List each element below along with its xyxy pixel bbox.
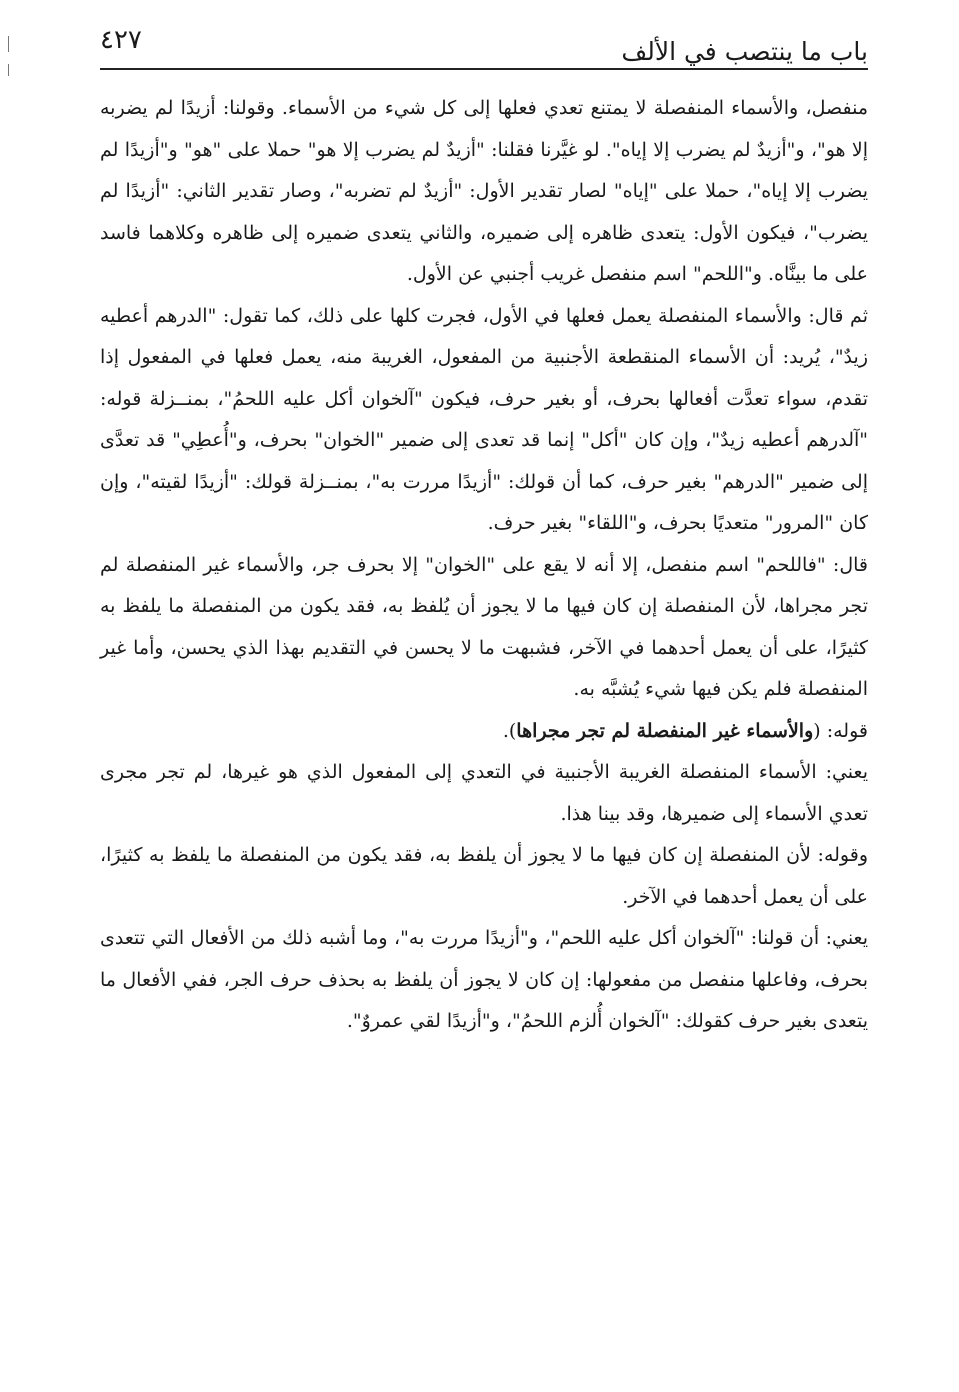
page-number: ٤٢٧: [100, 25, 142, 55]
running-head: باب ما ينتصب في الألف: [621, 37, 868, 66]
paragraph-6: يعني: أن قولنا: "آلخوان أكل عليه اللحم"، و"أزيدًا مررت به"، وما أشبه ذلك من الأفعال التي تتعدى بحرف، وفاعلها منفصل من مفعولها: إن كان لا يجوز أن يلفظ به بحذف حرف الجر، ففي الأفعال ما يتعدى بغير حرف كقولك: "آلخوان أُلزم اللحمُ"، و"أزيدًا لقي عمروٌ".: [100, 927, 868, 1032]
margin-tick-top: [8, 36, 9, 52]
page-header: [100, 22, 868, 66]
paragraph-1: منفصل، والأسماء المنفصلة لا يمتنع تعدي فعلها إلى كل شيء من الأسماء. وقولنا: أزيدًا لم يضربه إلا هو"، و"أزيدٌ لم يضرب إلا إياه". لو غيَّرنا فقلنا: "أزيدٌ لم يضرب إلا هو" حملا على "هو" و"أزيدًا لم يضرب إلا إياه"، حملا على "إياه" لصار تقدير الأول: "أزيدٌ لم تضربه"، وصار تقدير الثاني: "أزيدًا لم يضرب"، فيكون الأول: يتعدى ظاهره إلى ضميره، والثاني يتعدى ضميره إلى ظاهره وكلاهما فاسد على ما بينَّاه. و"اللحم" اسم منفصل غريب أجنبي عن الأول.: [100, 97, 868, 285]
paragraph-3: قال: "فاللحم" اسم منفصل، إلا أنه لا يقع على "الخوان" إلا بحرف جر، والأسماء غير المنفصلة لم تجر مجراها، لأن المنفصلة إن كان فيها ما لا يجوز أن يُلفظ به، فقد يكون من المنفصلة ما يلفظ به كثيرًا، على أن يعمل أحدهما في الآخر، فشبهت ما لا يحسن في التقديم بهذا الذي يحسن، وأما غير المنفصلة فلم يكن فيها شيء يُشبَّه به.: [100, 553, 868, 700]
paragraph-2: ثم قال: والأسماء المنفصلة يعمل فعلها في الأول، فجرت كلها على ذلك، كما تقول: "الدرهم أعطيه زيدٌ"، يُريد: أن الأسماء المنقطعة الأجنبية من المفعول، الغريبة منه، يعمل فعلها في المفعول إذا تقدم، سواء تعدَّت أفعالها بحرف، أو بغير حرف، فيكون "آلخوان أكل عليه اللحمُ"، بمنــزلة قوله: "آلدرهم أعطيه زيدٌ"، وإن كان "أكل" إنما قد تعدى إلى ضمير "الخوان" بحرف، و"أُعطِي" قد تعدَّى إلى ضمير "الدرهم" بغير حرف، كما أن قولك: "أزيدًا مررت به"، بمنــزلة قولك: "أزيدًا لقيته"، وإن كان "المرور" متعديًا بحرف، و"اللقاء" بغير حرف.: [100, 304, 868, 534]
body-text: [100, 88, 868, 1043]
header-rule: [100, 68, 868, 70]
paragraph-5: وقوله: لأن المنفصلة إن كان فيها ما لا يجوز أن يلفظ به، فقد يكون من المنفصلة ما يلفظ به كثيرًا، على أن يعمل أحدهما في الآخر.: [100, 844, 868, 908]
margin-tick-bottom: [8, 64, 9, 76]
quote-suffix: ).: [502, 719, 517, 742]
paragraph-4: يعني: الأسماء المنفصلة الغريبة الأجنبية في التعدي إلى المفعول الذي هو غيرها، لم تجر مجرى تعدي الأسماء إلى ضميرها، وقد بينا هذا.: [100, 761, 868, 825]
quote-line: [100, 711, 868, 753]
quote-bold: والأسماء غير المنفصلة لم تجر مجراها: [516, 719, 814, 742]
quote-prefix: قوله: (: [813, 719, 868, 742]
